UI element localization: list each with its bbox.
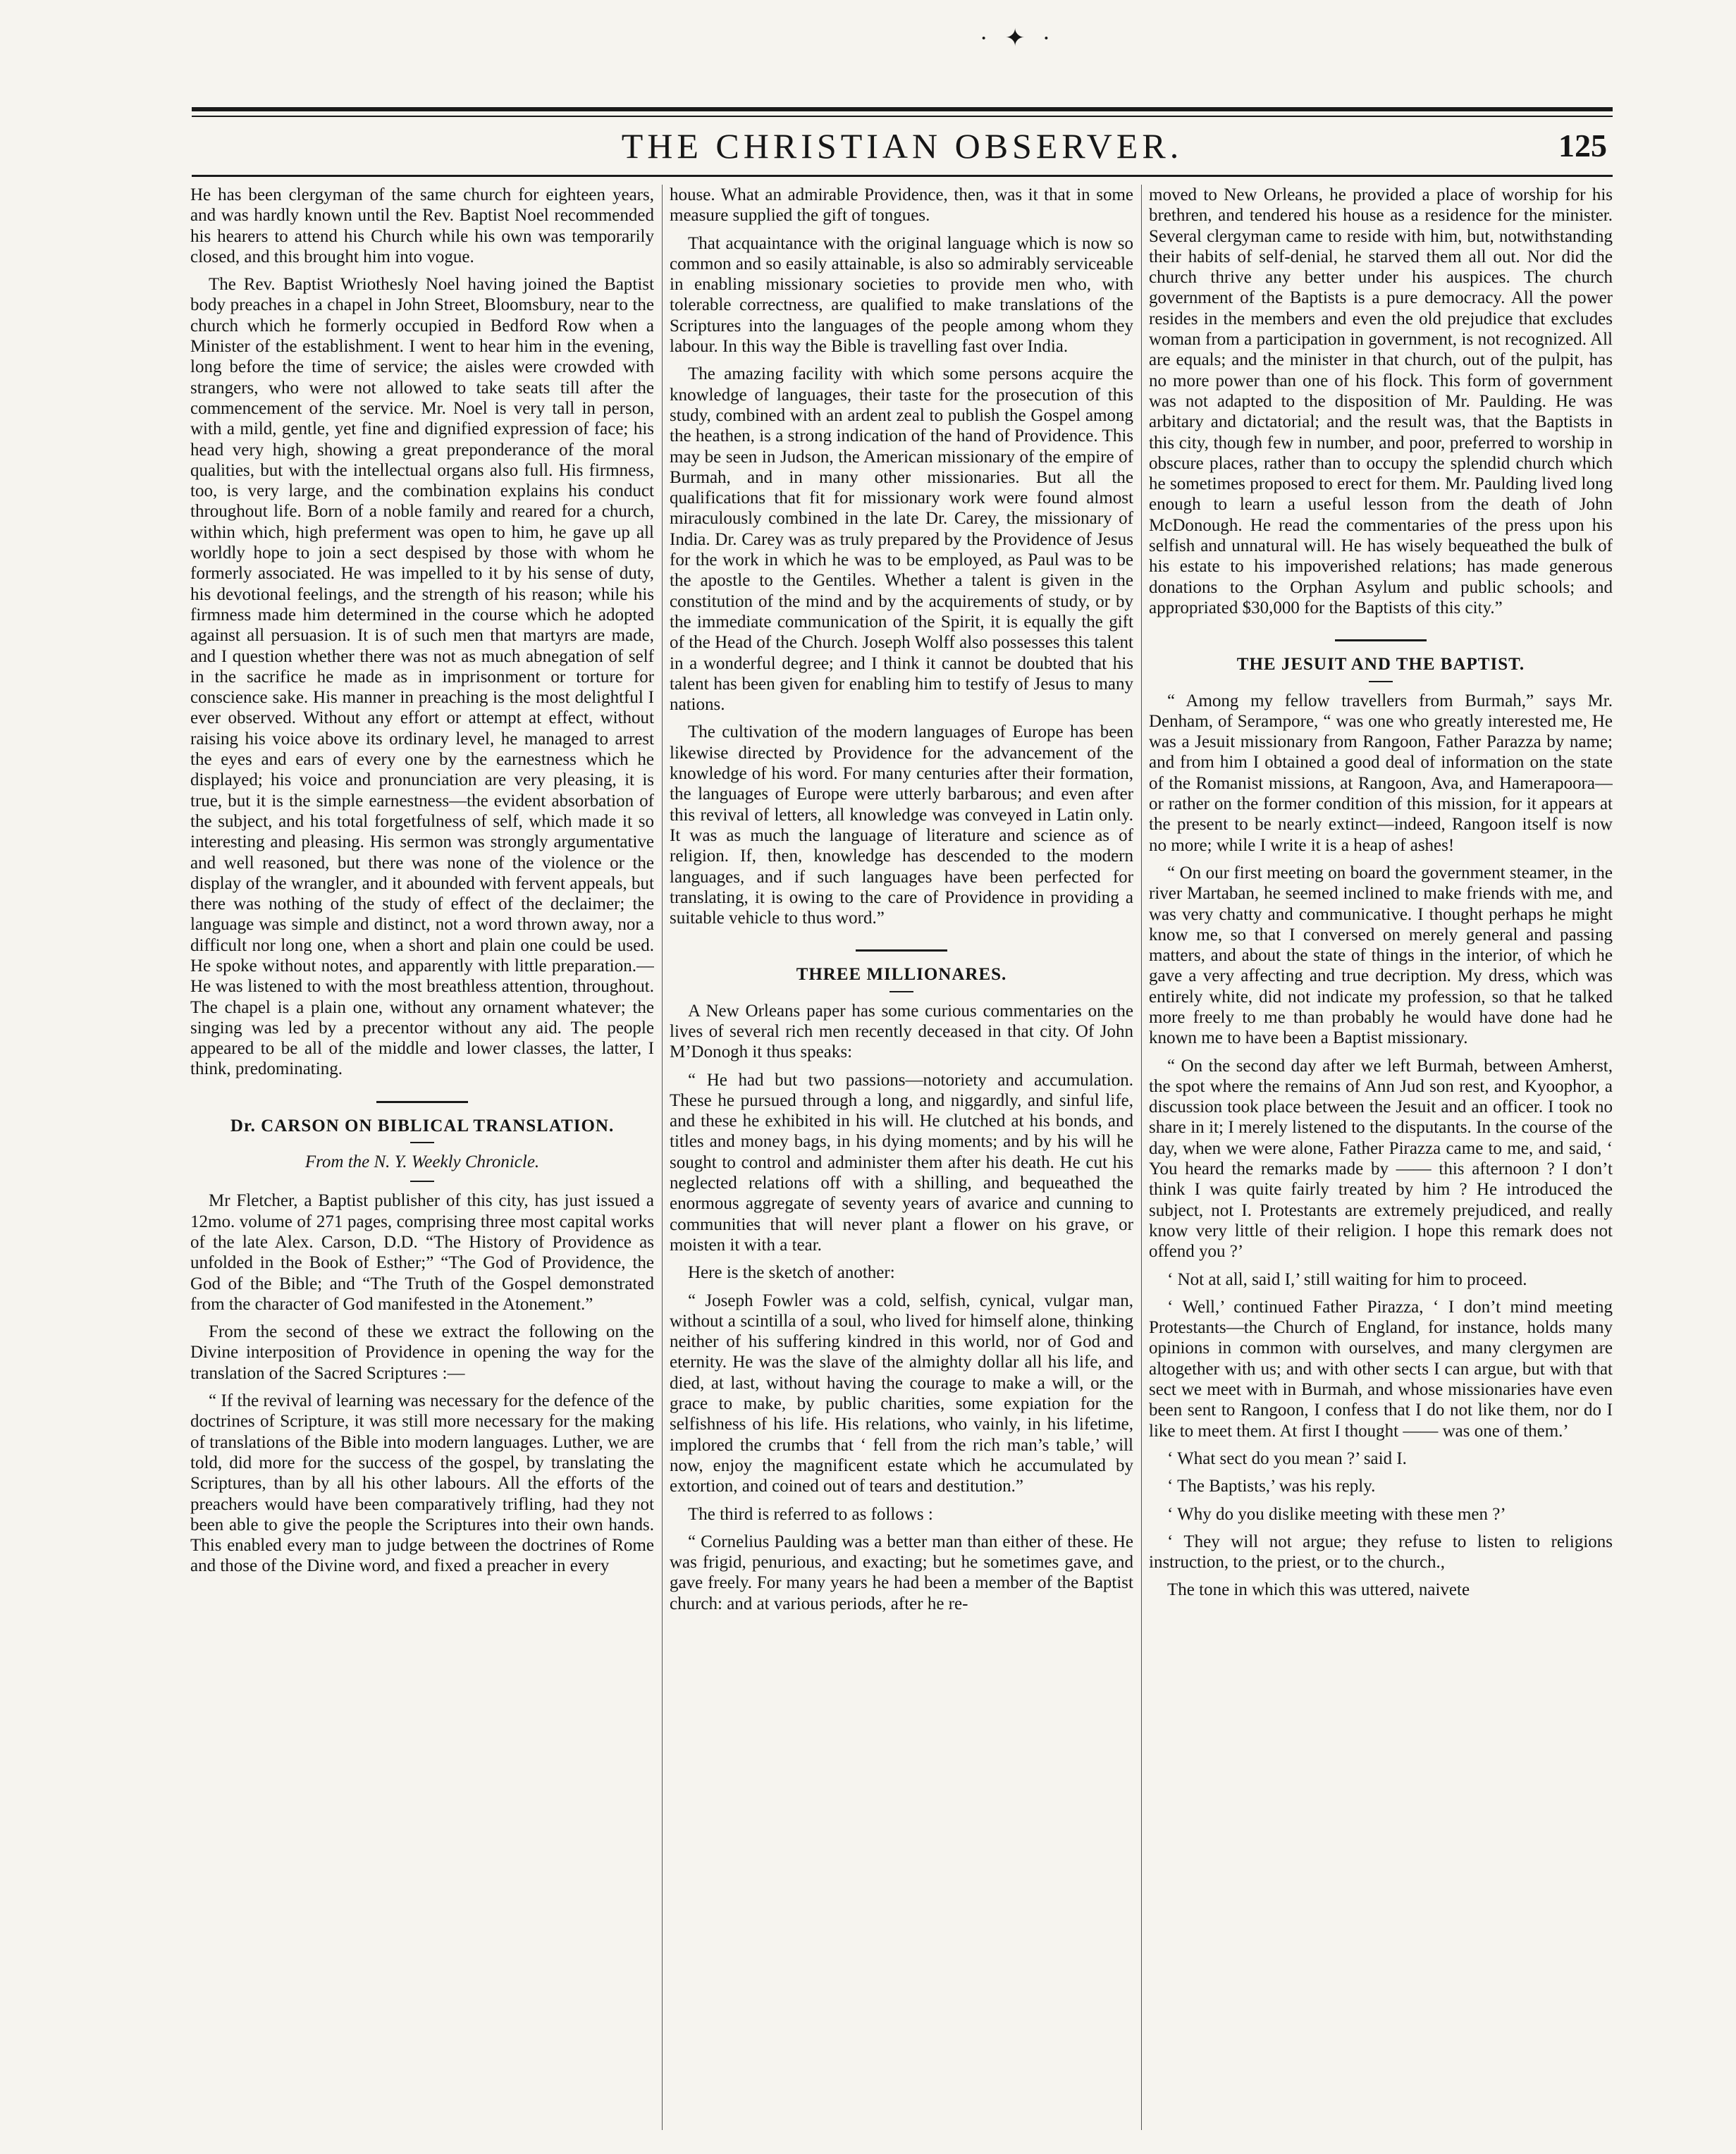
paragraph: ‘ Why do you dislike meeting with these men ?’ — [1167, 1504, 1506, 1524]
column-right — [1149, 185, 1613, 2130]
paragraph: The amazing facility with which some persons acquire the knowledge of languages, their taste for the prosecution of this study, combined with an ardent zeal to publish the Gospel among the heathen, is a strong indication of the hand of Providence. This may be seen in Judson, the American missionary of the empire of Burmah, and in many other missionaries. But all the qualifications that fit for missionary work were found almost miraculously combined in the late Dr. Carey, the missionary of India. Dr. Carey was as truly prepared by the Providence of Jesus for the work in which he was to be employed, as Paul was to be the apostle to the Gentiles. Whether a talent is given in the constitution of the mind and by the acquirements of study, or by the immediate communication of the Spirit, it is equally the gift of the Head of the Church. Joseph Wolff also possesses this talent in a wonderful degree; and I think it cannot be doubted that his talent has been given for enabling him to testify of Jesus to many nations. — [670, 364, 1133, 715]
paragraph: “ He had but two passions—notoriety and accumulation. These he pursued through a long, and niggardly, and sinful life, and these he exhibited in his will. He clutched at his bonds, and titles and money bags, in his dying moments; and by his will he sought to control and administer them after his death. He cut his neglected relations off with a shilling, and bequeathed the enormous aggregate of seventy years of avarice and cunning to communities that will never plant a flower on his grave, or moisten it with a tear. — [670, 1070, 1133, 1255]
paragraph: The third is referred to as follows : — [688, 1504, 933, 1524]
heading-dash — [410, 1142, 434, 1143]
paragraph: That acquaintance with the original language which is now so common and so easily attainable, is also so admirably serviceable in enabling missionary societies to provide men who, with tolerable correctness, are qualified to make translations of the Scriptures into the languages of the people among whom they labour. In this way the Bible is travelling fast over India. — [670, 233, 1133, 357]
paragraph: ‘ Well,’ continued Father Pirazza, ‘ I don’t mind meeting Protestants—the Church of England, for instance, holds many opinions in common with ourselves, and many clergymen are altogether with us; and with other sects I can argue, but with that sect we meet with in Burmah, and whose missionaries have even been sent to Rangoon, I confess that I do not like them, nor do I like to meet them. At first I thought —— was one of them.’ — [1149, 1297, 1613, 1441]
paragraph: “ On our first meeting on board the government steamer, in the river Martaban, he seemed inclined to make friends with me, and was very chatty and communicative. I thought perhaps he might know me, so that I conversed on merely general and passing matters, and about the state of things in the interior, of which he gave a very affecting and true decription. My dress, which was entirely white, did not indicate my profession, so that he talked more freely to me than probably he would have done had he known me to have been a Baptist missionary. — [1149, 863, 1613, 1048]
paragraph: Here is the sketch of another: — [688, 1263, 895, 1283]
page-columns — [190, 185, 1614, 2130]
paragraph: ‘ Not at all, said I,’ still waiting for him to proceed. — [1167, 1269, 1527, 1289]
paragraph: The tone in which this was uttered, naivete — [1167, 1580, 1470, 1600]
heading-dash — [889, 991, 913, 992]
article-source: From the N. Y. Weekly Chronicle. — [304, 1152, 540, 1172]
paragraph: ‘ What sect do you mean ?’ said I. — [1167, 1448, 1407, 1468]
masthead-rule-thin — [192, 116, 1613, 117]
section-separator — [376, 1101, 468, 1103]
paragraph: “ On the second day after we left Burmah, between Amherst, the spot where the remains of Ann Jud son rest, and Kyoophor, a discussion took place between the Jesuit and an officer. I took no share in it; I merely listened to the disputants. In the course of the day, when we were alone, Father Pirazza came to me, and said, ‘ You heard the remarks made by —— this afternoon ? I don’t think I was quite fairly treated by him ? He introduced the subject, not I. Protestants are extremely prejudiced, and really know very little of their religion. I hope this remark does not offend you ?’ — [1149, 1056, 1613, 1262]
section-separator — [1335, 639, 1427, 641]
paragraph: house. What an admirable Providence, then, was it that in some measure supplied the gift of tongues. — [670, 185, 1133, 226]
article-heading: THE JESUIT AND THE BAPTIST. — [1236, 655, 1525, 675]
article-heading: Dr. CARSON ON BIBLICAL TRANSLATION. — [230, 1116, 615, 1136]
paragraph: “ Cornelius Paulding was a better man than either of these. He was frigid, penurious, and exacting; but he sometimes gave, and gave freely. For many years he had been a member of the Baptist church: and at various periods, after he re- — [670, 1532, 1133, 1613]
column-middle — [670, 185, 1133, 2130]
printer-mark: · ✦ · — [980, 25, 1057, 51]
paragraph: ‘ They will not argue; they refuse to listen to religions instruction, to the priest, or to the church., — [1149, 1532, 1613, 1573]
article-heading: THREE MILLIONARES. — [796, 965, 1007, 985]
paragraph: Mr Fletcher, a Baptist publisher of this city, has just issued a 12mo. volume of 271 pages, comprising three most capital works of the late Alex. Carson, D.D. “The History of Providence as unfolded in the Book of Esther;” “The God of Providence, the God of the Bible; and “The Truth of the Gospel demonstrated from the character of God manifested in the Atonement.” — [190, 1191, 654, 1314]
column-divider — [662, 185, 663, 2130]
paragraph: A New Orleans paper has some curious commentaries on the lives of several rich men recently deceased in that city. Of John M’Donogh it thus speaks: — [670, 1001, 1133, 1062]
paragraph: He has been clergyman of the same church for eighteen years, and was hardly known until the Rev. Baptist Noel recommended his hearers to attend his Church while his own was temporarily closed, and this brought him into vogue. — [190, 185, 654, 266]
column-left — [190, 185, 654, 2130]
masthead — [192, 124, 1613, 168]
heading-dash — [410, 1181, 434, 1182]
paragraph: “ If the revival of learning was necessary for the defence of the doctrines of Scripture, it was still more necessary for the making of translations of the Bible into modern languages. Luther, we are told, did more for the success of the gospel, by translating the Scriptures, than by all his other labours. All the efforts of the preachers would have been comparatively trifling, had they not been able to give the people the Scriptures into their own hands. This enabled every man to judge between the doctrines of Rome and those of the Divine word, and fixed a preacher in every — [190, 1391, 654, 1576]
paragraph: “ Among my fellow travellers from Burmah,” says Mr. Denham, of Serampore, “ was one who greatly interested me, He was a Jesuit missionary from Rangoon, Father Parazza by name; and from him I obtained a good deal of information on the state of the Romanist missions, at Rangoon, Ava, and Hamerapoora—or rather on the former condition of this mission, for it appears at the present to be nearly extinct—indeed, Rangoon itself is now no more; while I write it is a heap of ashes! — [1149, 691, 1613, 855]
paragraph: moved to New Orleans, he provided a place of worship for his brethren, and tendered his house as a residence for the minister. Several clergyman came to reside with him, but, notwithstanding their habits of self-denial, he starved them all out. Nor did the church thrive any better under his auspices. The church government of the Baptists is a pure democracy. All the power resides in the members and even the old prejudice that excludes woman from a participation in government, is not recognized. All are equals; and the minister in that church, out of the pulpit, has no more power than one of his flock. This form of government was not adapted to the disposition of Mr. Paulding. He was arbitary and dictatorial; and the result was, that the Baptists in this city, though few in number, and poor, preferred to worship in obscure places, rather than to occupy the splendid church which he sometimes proposed to erect for them. Mr. Paulding lived long enough to learn a useful lesson from the death of John McDonough. He read the commentaries of the press upon his selfish and unnatural will. He has wisely bequeathed the bulk of his estate to his impoverished relations; has made generous donations to the Orphan Asylum and public schools; and appropriated $30,000 for the Baptists of this city.” — [1149, 185, 1613, 617]
paragraph: ‘ The Baptists,’ was his reply. — [1167, 1477, 1376, 1496]
masthead-rule-bottom — [192, 175, 1613, 177]
paragraph: The cultivation of the modern languages of Europe has been likewise directed by Providence for the advancement of the knowledge of his word. For many centuries after their formation, the languages of Europe were utterly barbarous; and even after this revival of letters, all knowledge was conveyed in Latin only. It was as much the language of literature and science as of religion. If, then, knowledge has descended to the modern languages, and if such languages have been perfected for translating, it is owing to the care of Providence in providing a suitable vehicle to thus word.” — [670, 722, 1133, 928]
page-number: 125 — [1558, 128, 1607, 164]
paragraph: The Rev. Baptist Wriothesly Noel having joined the Baptist body preaches in a chapel in John Street, Bloomsbury, near to the church which he formerly occupied in Bedford Row when a Minister of the establishment. I went to hear him in the evening, long before the time of service; the aisles were crowded with strangers, who were not allowed to take seats till after the commencement of the service. Mr. Noel is very tall in person, with a mild, gentle, yet fine and dignified expression of face; his head very high, showing a great preponderance of the moral qualities, but with the intellectual organs also full. His firmness, too, is very large, and the combination explains his conduct throughout life. Born of a noble family and reared for a church, within which, high preferment was open to him, he gave up all worldly hope to join a sect despised by those with whom he formerly associated. He was impelled to it by his sense of duty, his devotional feelings, and the strength of his reason; while his firmness made him determined in the course which he adopted against all persuasion. It is of such men that martyrs are made, and I question whether there was not as much abnegation of self in the sacrifice he made as in imprisonment or torture for conscience sake. His manner in preaching is the most delightful I ever observed. Without any effort or attempt at effect, without raising his voice above its ordinary level, he managed to arrest the eyes and ears of every one by the earnestness which he displayed; his voice and pronunciation are very pleasing, it is true, but it is the simple earnestness—the evident absorbation of the subject, and his total forgetfulness of self, which made it so interesting and pleasing. His sermon was strongly argumentative and well reasoned, but there was none of the violence or the display of the wrangler, and it abounded with fervent appeals, but there was nothing of the study of effect of the declaimer; the language was simple and distinct, not a word thrown away, nor a difficult nor long one, when a short and plain one could be used. He spoke without notes, and apparently with little preparation.—He was listened to with the most breathless attention, throughout. The chapel is a plain one, without any ornament whatever; the singing was led by a precentor without any aid. The people appeared to be all of the middle and lower classes, the latter, I think, predominating. — [190, 275, 654, 1079]
section-separator — [856, 949, 947, 952]
heading-dash — [1369, 681, 1393, 682]
masthead-rule-top — [192, 107, 1613, 111]
journal-title: THE CHRISTIAN OBSERVER. — [621, 126, 1183, 166]
column-divider — [1141, 185, 1142, 2130]
paragraph: From the second of these we extract the following on the Divine interposition of Providence in opening the way for the translation of the Sacred Scriptures :— — [190, 1322, 654, 1383]
paragraph: “ Joseph Fowler was a cold, selfish, cynical, vulgar man, without a scintilla of a soul, who lived for himself alone, thinking neither of his suffering kindred in this world, nor of God and eternity. He was the slave of the almighty dollar all his life, and died, at last, without having the courage to make a will, or the grace to make, by public charities, some expiation for the selfishness of his life. His relations, who vainly, in his lifetime, implored the crumbs that ‘ fell from the rich man’s table,’ will now, enjoy the magnificent estate which he accumulated by extortion, and coined out of tears and destitution.” — [670, 1291, 1133, 1496]
